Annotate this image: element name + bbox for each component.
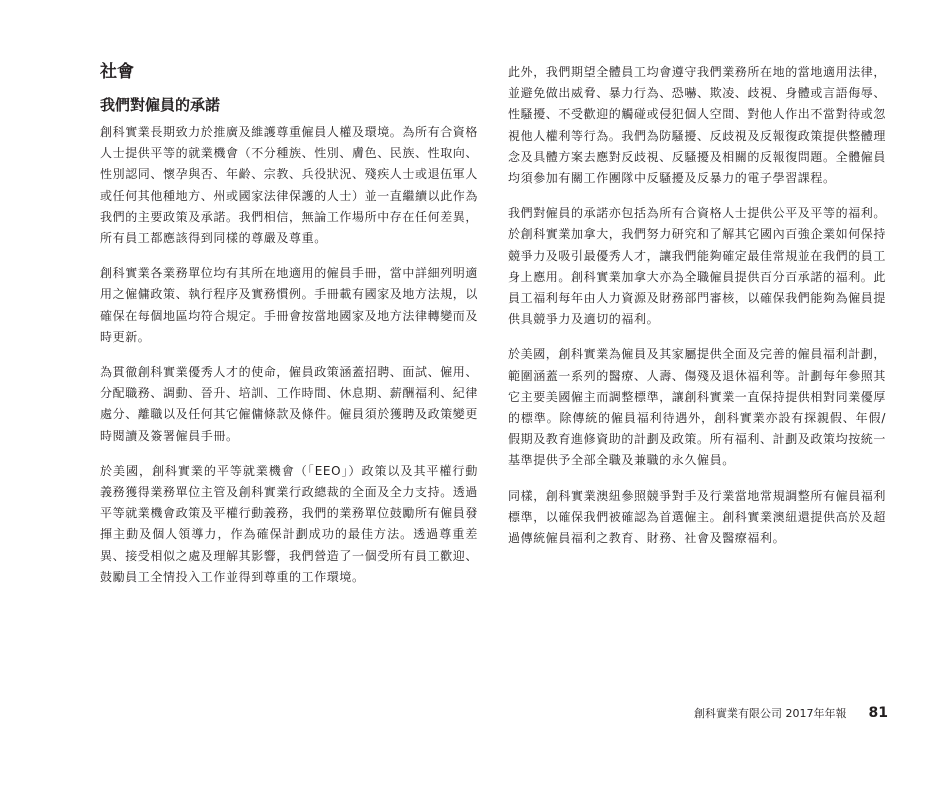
right-column — [508, 62, 886, 563]
section-title: 社會 — [100, 62, 134, 82]
paragraph-benefits-usa: 於美國，創科實業為僱員及其家屬提供全面及完善的僱員福利計劃，範圍涵蓋一系列的醫療、人壽、傷殘及退休福利等。計劃每年參照其它主要美國僱主而調整標準，讓創科實業一直保持提供相對同業優厚的標準。除傳統的僱員福利待遇外，創科實業亦設有探親假、年假/假期及教育進修資助的計劃及政策。所有福利、計劃及政策均按統一基準提供予全部全職及兼職的永久僱員。 — [508, 347, 887, 468]
paragraph-benefits-anz: 同樣，創科實業澳紐參照競爭對手及行業當地常規調整所有僱員福利標準，以確保我們被確認為首選僱主。創科實業澳紐還提供高於及超過傳統僱員福利之教育、財務、社會及醫療福利。 — [508, 488, 887, 546]
paragraph-employment-policies: 為貫徹創科實業優秀人才的使命，僱員政策涵蓋招聘、面試、僱用、分配職務、調動、晉升、培訓、工作時間、休息期、薪酬福利、紀律處分、離職以及任何其它僱傭條款及條件。僱員須於獲聘及政策變更時閱讀及簽署僱員手冊。 — [100, 365, 479, 443]
paragraph-employee-handbook: 創科實業各業務單位均有其所在地適用的僱員手冊，當中詳細列明適用之僱傭政策、執行程序及實務慣例。手冊載有國家及地方法規，以確保在每個地區均符合規定。手冊會按當地國家及地方法律轉變而及時更新。 — [100, 266, 479, 344]
paragraph-anti-harassment: 此外，我們期望全體員工均會遵守我們業務所在地的當地適用法律，並避免做出威脅、暴力行為、恐嚇、欺凌、歧視、身體或言語侮辱、性騷擾、不受歡迎的觸碰或侵犯個人空間、對他人作出不當對待或忽視他人權利等行為。我們為防騷擾、反歧視及反報復政策提供整體理念及具體方案去應對反歧視、反騷擾及相關的反報復問題。全體僱員均須參加有關工作團隊中反騷擾及反暴力的電子學習課程。 — [508, 65, 887, 186]
left-column — [100, 60, 478, 602]
page-number: 81 — [868, 705, 888, 721]
subtitle-employee-commitment: 我們對僱員的承諾 — [100, 96, 221, 114]
report-title: 創科實業有限公司 2017年年報 — [694, 707, 847, 720]
paragraph-benefits-canada: 我們對僱員的承諾亦包括為所有合資格人士提供公平及平等的福利。於創科實業加拿大，我們努力研究和了解其它國內百強企業如何保持競爭力及吸引最優秀人才，讓我們能夠確定最佳常規並在我們的員工身上應用。創科實業加拿大亦為全職僱員提供百分百承諾的福利。此員工福利每年由人力資源及財務部門審核，以確保我們能夠為僱員提供具競爭力及適切的福利。 — [508, 206, 887, 327]
paragraph-eeo-policy: 於美國，創科實業的平等就業機會（「EEO」）政策以及其平權行動義務獲得業務單位主管及創科實業行政總裁的全面及全力支持。透過平等就業機會政策及平權行動義務，我們的業務單位鼓勵所有僱員發揮主動及個人領導力，作為確保計劃成功的最佳方法。透過尊重差異、接受相似之處及理解其影響，我們營造了一個受所有員工歡迎、鼓勵員工全情投入工作並得到尊重的工作環境。 — [100, 463, 479, 584]
paragraph-human-rights: 創科實業長期致力於推廣及維護尊重僱員人權及環境。為所有合資格人士提供平等的就業機會（不分種族、性別、膚色、民族、性取向、性別認同、懷孕與否、年齡、宗教、兵役狀況、殘疾人士或退伍軍人或任何其他種地方、州或國家法律保護的人士）並一直繼續以此作為我們的主要政策及承諾。我們相信，無論工作場所中存在任何差異，所有員工都應該得到同樣的尊嚴及尊重。 — [100, 125, 479, 246]
page-footer — [694, 705, 888, 721]
